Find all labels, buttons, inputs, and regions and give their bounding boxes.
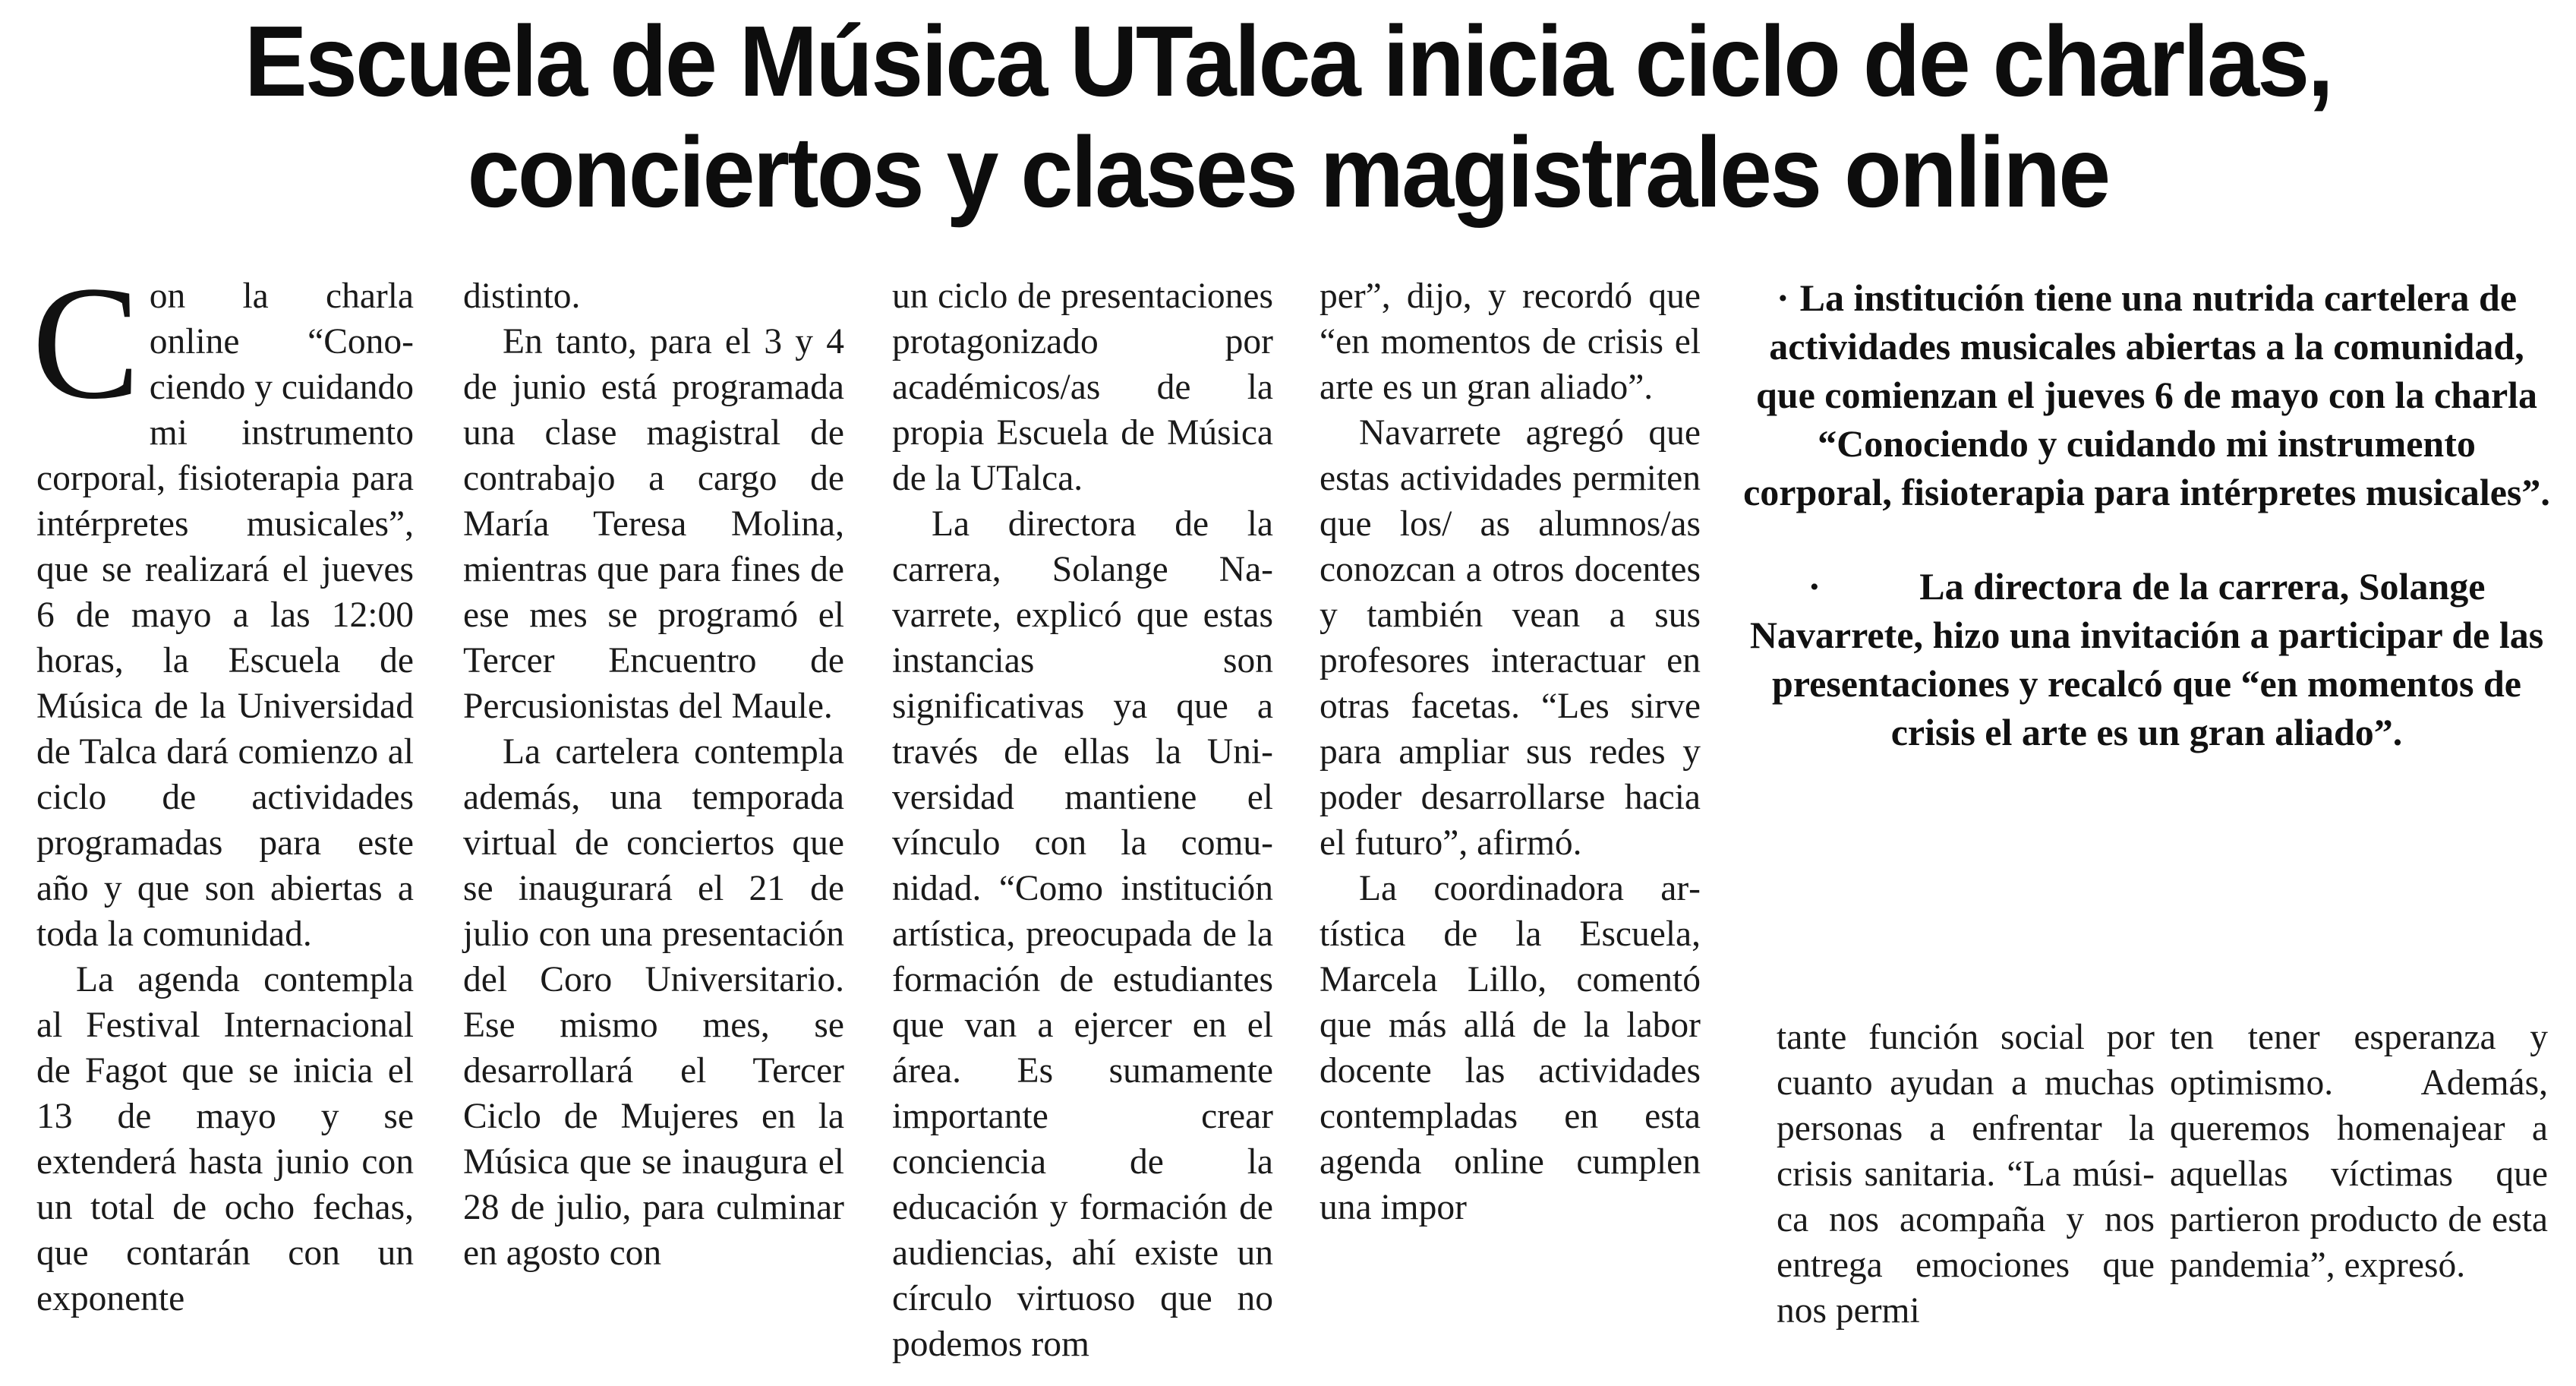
highlight-item-1-text: La institución tiene una nutrida cartelera de actividades musicales abiertas a la comunidad, que comienzan el jueves 6 de mayo con la charla “Conociendo y cuidando mi instrumento corporal, fisioterapia para intérpretes musicales”. [1743, 276, 2550, 513]
article-paragraph-continued: un ciclo de presentaciones protagonizado por académicos/as de la propia Escuela de Música de la UTalca. [892, 276, 1273, 498]
highlight-item-2-text: La directora de la carrera, Solange Navarrete, hizo una invitación a participar de las presentaciones y recalcó que “en momentos de crisis el arte es un gran aliado”. [1749, 565, 2544, 753]
article-column-1 [32, 253, 414, 1321]
headline [120, 6, 2456, 228]
article-paragraph-2: La agenda contempla al Festival Internacional de Fagot que se inicia el 13 de mayo y se extenderá hasta junio con un total de ocho fechas, que contarán con un exponente [36, 960, 414, 1318]
article-paragraph-1-text: on la charla online “Conociendo y cuidando mi instrumento corporal, fisioterapia para intérpretes musicales”, que se realizará el jueves 6 de mayo a las 12:00 horas, la Escuela de Música de la Universidad de Talca dará comienzo al ciclo de actividades programadas para este año y que son abiertas a toda la comunidad. [36, 276, 414, 954]
article-paragraph-1 [32, 253, 414, 957]
article-column-6 [2170, 1015, 2548, 1288]
article-column-4 [1320, 273, 1701, 1230]
article-column-2 [463, 273, 844, 1276]
highlight-item-2 [1739, 562, 2555, 756]
article-paragraph-7: La coordinadora artística de la Escuela, Marcela Lillo, comentó que más allá de la labor docente las actividades contempladas en esta agenda online cumplen una impor [1320, 869, 1701, 1227]
article-paragraph-5: La directora de la carrera, Solange Navarrete, explicó que estas instancias son significativas ya que a través de ellas la Universidad mantiene el vínculo con la comunidad. “Como institución artística, preocupada de la formación de estudiantes que van a ejercer en el área. Es sumamente importante crear conciencia de la educación y formación de audiencias, ahí existe un círculo virtuoso que no podemos rom [892, 504, 1273, 1364]
highlight-item-1 [1739, 273, 2555, 516]
bullet-icon: · [1776, 276, 1789, 319]
bullet-icon: · [1808, 565, 1821, 608]
article-column-5 [1777, 1015, 2155, 1334]
article-paragraph-continued: per”, dijo, y recordó que “en momentos de crisis el arte es un gran aliado”. [1320, 276, 1701, 407]
highlights-box [1739, 273, 2555, 756]
article-column-3 [892, 273, 1273, 1367]
article-paragraph-continued: distinto. [463, 276, 581, 316]
drop-cap: C [32, 253, 140, 433]
article-paragraph-3: En tanto, para el 3 y 4 de junio está programada una clase magistral de contrabajo a cargo de María Teresa Molina, mientras que para fines de ese mes se programó el Tercer Encuentro de Percusionistas del Maule. [463, 322, 844, 726]
article-paragraph-4: La cartelera contempla además, una temporada virtual de conciertos que se inaugurará el 21 de julio con una presentación del Coro Universitario. Ese mismo mes, se desarrollará el Tercer Ciclo de Mujeres en la Música que se inaugura el 28 de julio, para culminar en agosto con [463, 732, 844, 1273]
headline-line-2: conciertos y clases magistrales online [467, 116, 2109, 228]
article-paragraph-6: Navarrete agregó que estas actividades permiten que los/ as alumnos/as conozcan a otros docentes y también vean a sus profesores interactuar en otras facetas. “Les sirve para ampliar sus redes y poder desarrollarse hacia el futuro”, afirmó. [1320, 413, 1701, 863]
article-paragraph-continued: ten tener esperanza y optimismo. Además, queremos homenajear a aquellas víctimas que partieron producto de esta pandemia”, expresó. [2170, 1018, 2548, 1285]
headline-line-1: Escuela de Música UTalca inicia ciclo de charlas, [244, 5, 2332, 117]
article-paragraph-continued: tante función social por cuanto ayudan a muchas personas a enfrentar la crisis sanitaria. “La música nos acompaña y nos entrega emociones que nos permi [1777, 1018, 2155, 1331]
